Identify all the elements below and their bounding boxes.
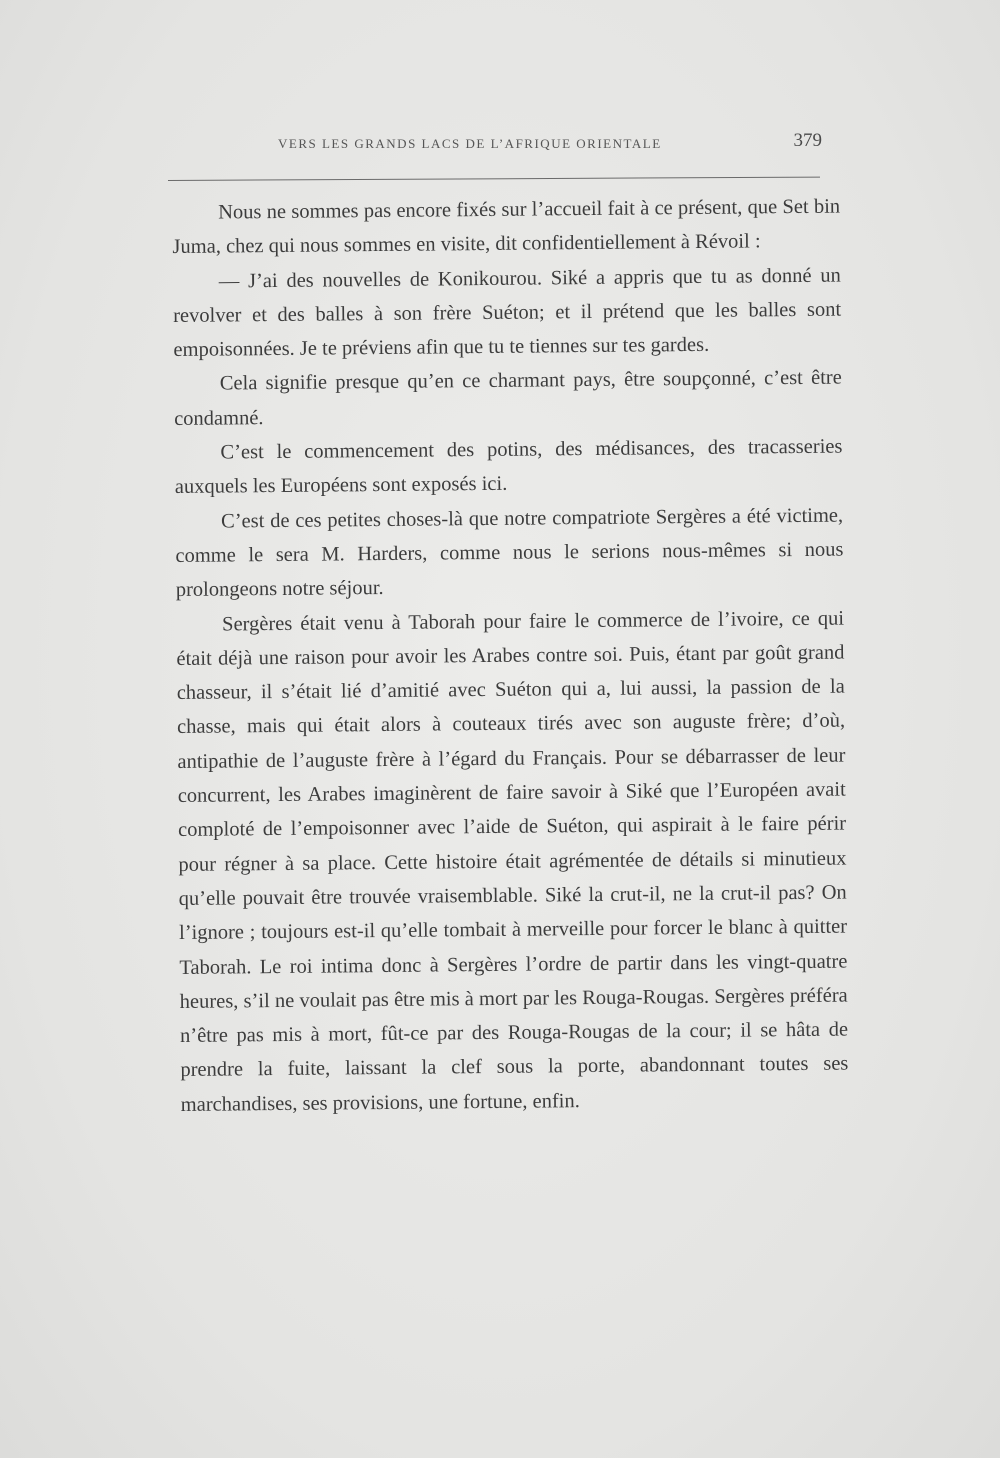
paragraph-4: C’est le commencement des potins, des médisances, des tracasseries auxquels les Européens sont exposés ici. bbox=[174, 435, 843, 499]
page-number: 379 bbox=[793, 130, 822, 151]
body-text bbox=[172, 190, 849, 1122]
running-head bbox=[170, 130, 830, 160]
running-title: VERS LES GRANDS LACS DE L’AFRIQUE ORIENTALE bbox=[278, 136, 662, 151]
paragraph-2-dialogue: — J’ai des nouvelles de Konikourou. Siké a appris que tu as donné un revolver et des balles à son frère Suéton; et il prétend que les balles sont empoisonnées. Je te préviens afin que tu te tiennes sur tes gardes. bbox=[173, 264, 842, 362]
header-rule bbox=[168, 177, 820, 181]
paragraph-3: Cela signifie presque qu’en ce charmant pays, être soupçonné, c’est être condamné. bbox=[174, 367, 842, 430]
paragraph-1: Nous ne sommes pas encore fixés sur l’accueil fait à ce présent, que Set bin Juma, chez qui nous sommes en visite, dit confidentiellement à Révoil : bbox=[172, 195, 841, 259]
paragraph-6: Sergères était venu à Taborah pour faire le commerce de l’ivoire, ce qui était déjà une raison pour avoir les Arabes contre soi. Puis, étant par goût grand chasseur, il s’était lié d’amitié avec Suéton qui a, lui aussi, la passion de la chasse, mais qui était alors à couteaux tirés avec son auguste frère; d’où, antipathie de l’auguste frère à l’égard du Français. Pour se débarrasser de leur concurrent, les Arabes imaginèrent de faire savoir à Siké que l’Européen avait comploté de l’empoisonner avec l’aide de Suéton, qui aspirait à le faire périr pour régner à sa place. Cette histoire était agrémentée de détails si minutieux qu’elle pouvait être trouvée vraisemblable. Siké la crut-il, ne la crut-il pas? On l’ignore ; toujours est-il qu’elle tombait à merveille pour forcer le blanc à quitter Taborah. Le roi intima donc à Sergères l’ordre de partir dans les vingt-quatre heures, s’il ne voulait pas être mis à mort par les Rouga-Rougas. Sergères préféra n’être pas mis à mort, fût-ce par des Rouga-Rougas de la cour; il se hâta de prendre la fuite, laissant la clef sous la porte, abandonnant toutes ses marchandises, ses provisions, une fortune, enfin. bbox=[176, 607, 849, 1116]
paragraph-5: C’est de ces petites choses-là que notre compatriote Sergères a été victime, comme le sera M. Harders, comme nous le serions nous-mêmes si nous prolongeons notre séjour. bbox=[175, 504, 844, 602]
